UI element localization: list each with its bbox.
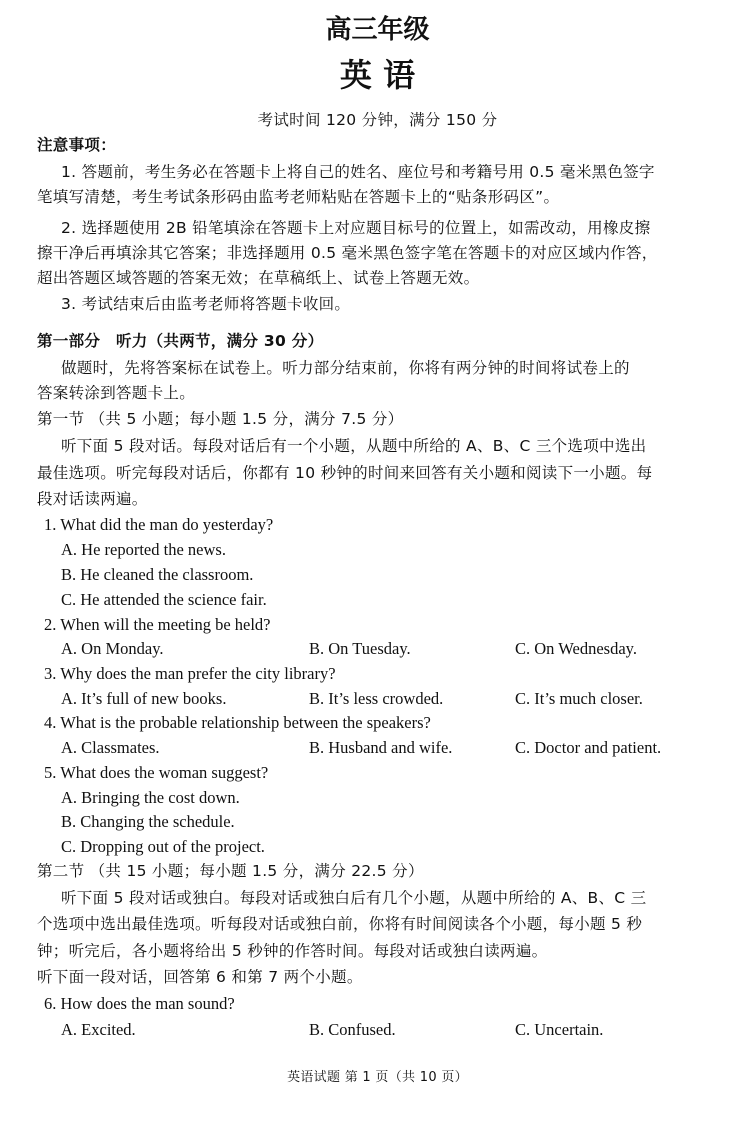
section1-intro: 段对话读两遍。 [37,490,148,508]
section2-intro: 听下面 5 段对话或独白。每段对话或独白后有几个小题，从题中所给的 A、B、C 三 [61,889,647,907]
option-c: C. It’s much closer. [515,689,643,708]
notice-line: 擦干净后再填涂其它答案；非选择题用 0.5 毫米黑色签字笔在答题卡的对应区域内作答， [37,244,658,262]
option-c: C. On Wednesday. [515,639,637,658]
question-6: 6. How does the man sound? [44,994,235,1013]
question-2: 2. When will the meeting be held? [44,615,271,634]
notice-line: 2. 选择题使用 2B 铅笔填涂在答题卡上对应题目标号的位置上，如需改动，用橡皮擦 [61,219,651,237]
option-a: A. It’s full of new books. [61,689,227,708]
exam-info: 考试时间 120 分钟，满分 150 分 [257,111,498,129]
option-c: C. Doctor and patient. [515,738,662,757]
section1-intro: 听下面 5 段对话。每段对话后有一个小题，从题中所给的 A、B、C 三个选项中选出 [61,437,647,455]
notice-line: 3. 考试结束后由监考老师将答题卡收回。 [61,295,351,313]
option-c: C. He attended the science fair. [61,590,267,609]
part1-heading: 第一部分 听力（共两节，满分 30 分） [37,332,324,350]
section2-intro: 钟；听完后，各小题将给出 5 秒钟的作答时间。每段对话或独白读两遍。 [37,942,548,960]
option-b: B. It’s less crowded. [309,689,444,708]
page-footer: 英语试题 第 1 页（共 10 页） [287,1070,468,1085]
section2-heading: 第二节 （共 15 小题；每小题 1.5 分，满分 22.5 分） [37,862,424,880]
option-c: C. Uncertain. [515,1020,604,1039]
notice-line: 1. 答题前，考生务必在答题卡上将自己的姓名、座位号和考籍号用 0.5 毫米黑色签字 [61,163,655,181]
option-a: A. Bringing the cost down. [61,788,240,807]
section1-intro: 最佳选项。听完每段对话后，你都有 10 秒钟的时间来回答有关小题和阅读下一小题。每 [37,464,653,482]
option-c: C. Dropping out of the project. [61,837,265,856]
option-a: A. He reported the news. [61,540,226,559]
notice-line: 超出答题区域答题的答案无效；在草稿纸上、试卷上答题无效。 [37,269,480,287]
grade-title: 高三年级 [325,15,430,45]
option-b: B. He cleaned the classroom. [61,565,254,584]
part1-intro: 答案转涂到答题卡上。 [37,384,196,402]
option-b: B. Changing the schedule. [61,812,235,831]
option-a: A. Classmates. [61,738,160,757]
option-b: B. Confused. [309,1020,396,1039]
dialogue-note: 听下面一段对话，回答第 6 和第 7 两个小题。 [37,968,363,986]
question-4: 4. What is the probable relationship between the speakers? [44,713,431,732]
option-b: B. On Tuesday. [309,639,411,658]
part1-intro: 做题时，先将答案标在试卷上。听力部分结束前，你将有两分钟的时间将试卷上的 [61,359,630,377]
option-a: A. Excited. [61,1020,136,1039]
notice-heading: 注意事项： [37,136,117,154]
notice-line: 笔填写清楚，考生考试条形码由监考老师粘贴在答题卡上的“贴条形码区”。 [37,188,560,206]
option-b: B. Husband and wife. [309,738,453,757]
question-5: 5. What does the woman suggest? [44,763,269,782]
section1-heading: 第一节 （共 5 小题；每小题 1.5 分，满分 7.5 分） [37,410,404,428]
question-1: 1. What did the man do yesterday? [44,515,274,534]
question-3: 3. Why does the man prefer the city library? [44,664,336,683]
subject-title: 英 语 [339,56,416,94]
option-a: A. On Monday. [61,639,164,658]
section2-intro: 个选项中选出最佳选项。听每段对话或独白前，你将有时间阅读各个小题，每小题 5 秒 [37,915,643,933]
